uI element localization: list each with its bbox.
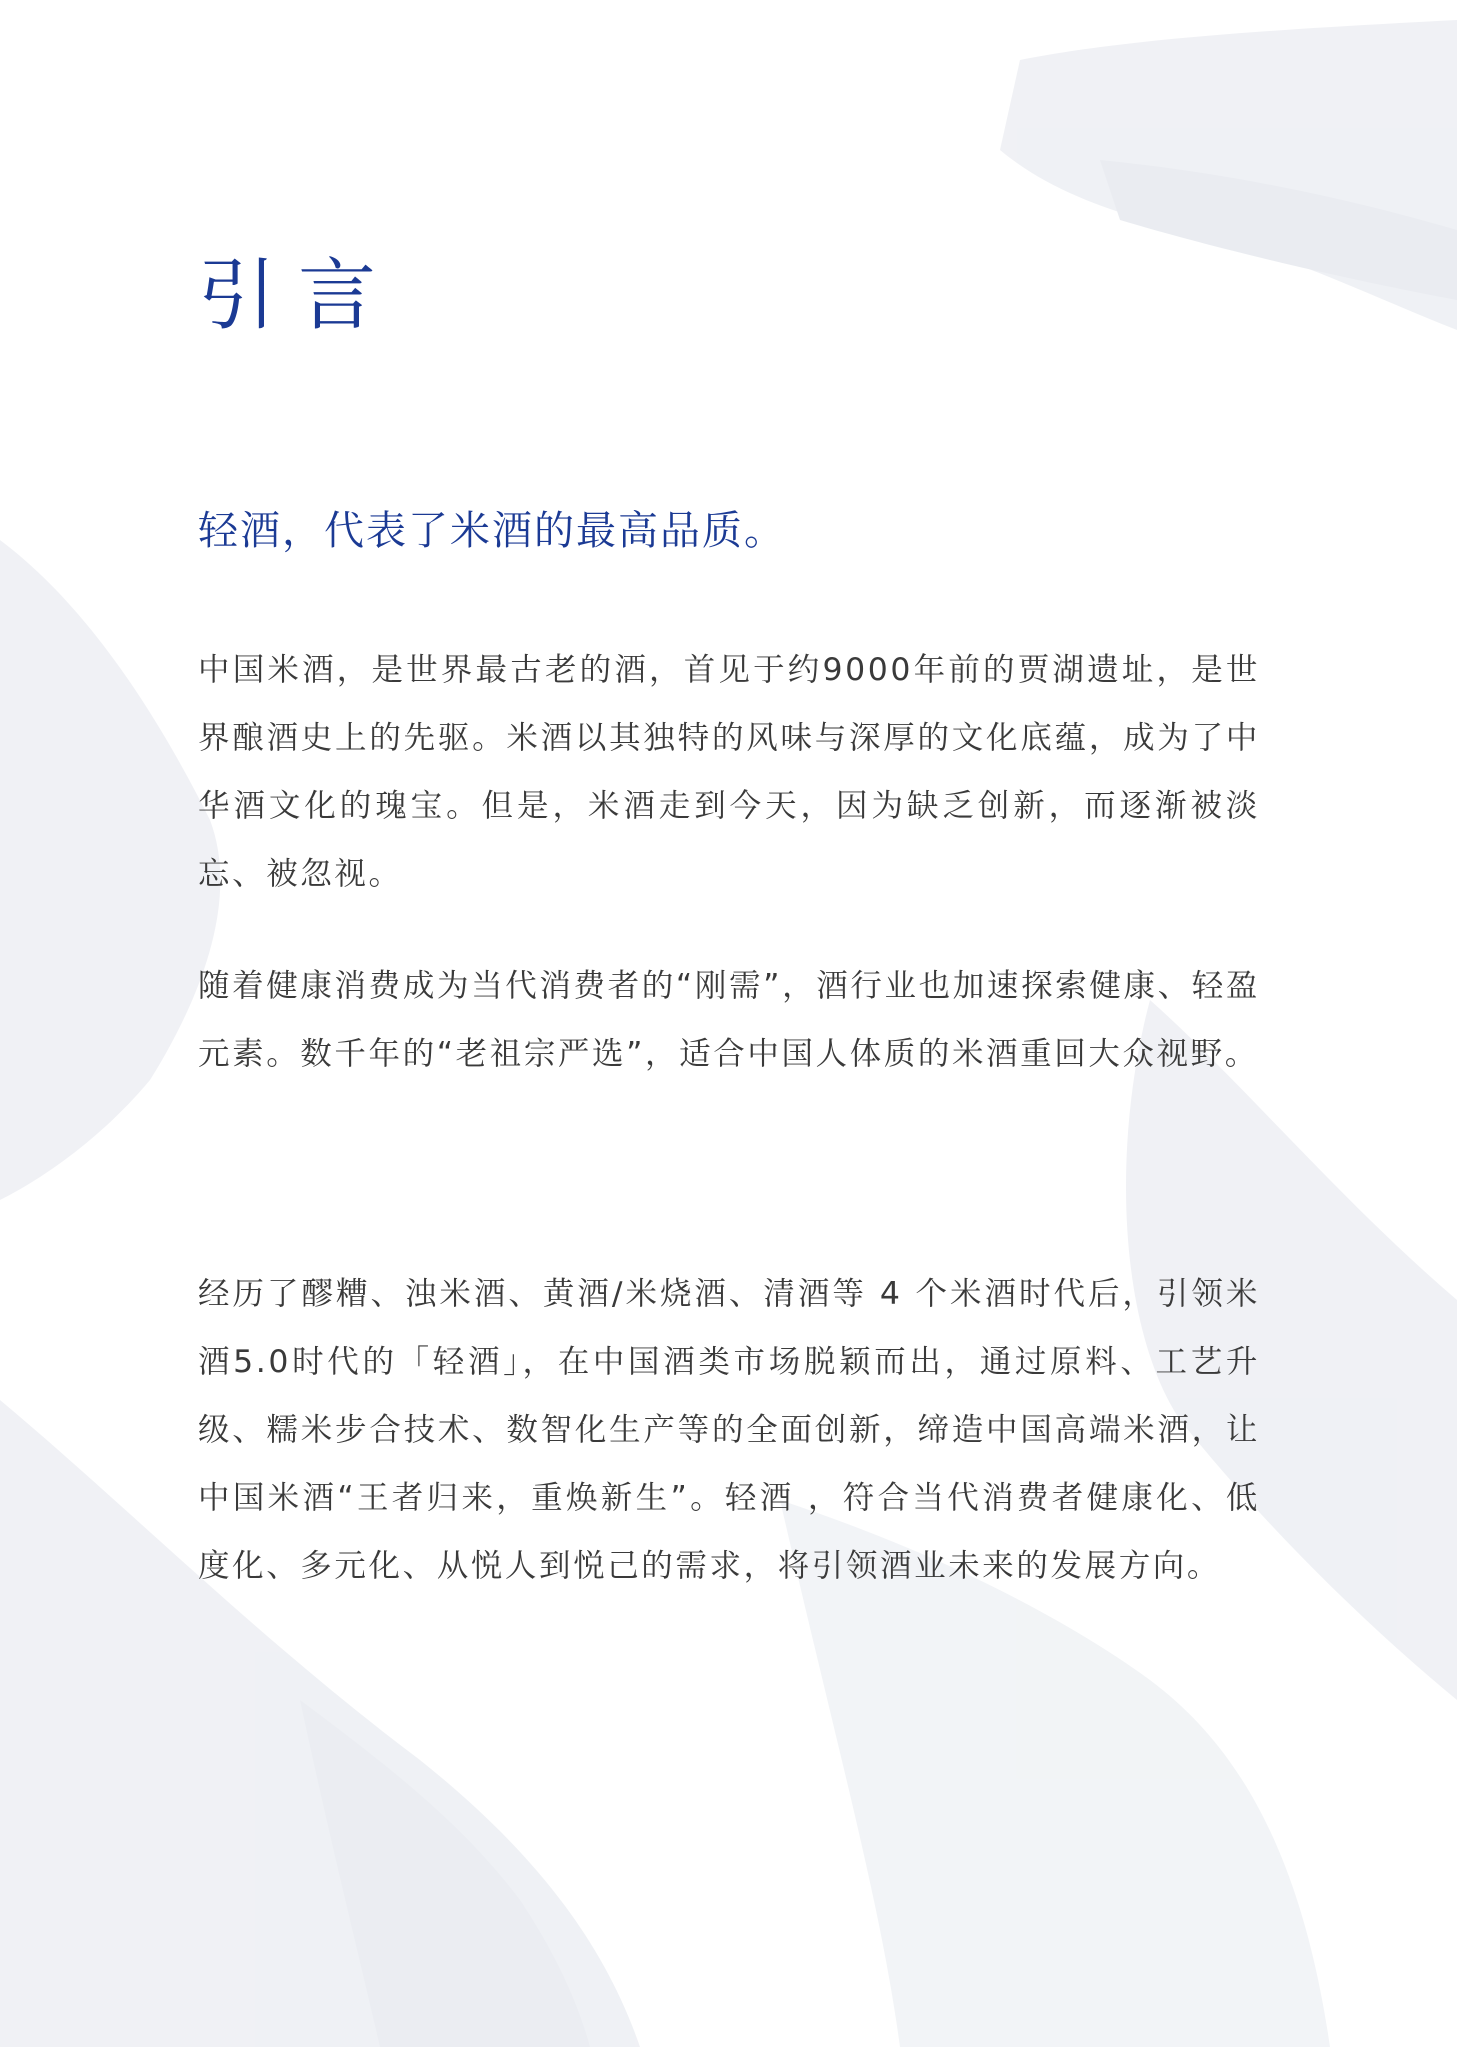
paragraph-history: 中国米酒，是世界最古老的酒，首见于约9000年前的贾湖遗址，是世界酿酒史上的先驱。米酒以其独特的风味与深厚的文化底蕴，成为了中华酒文化的瑰宝。但是，米酒走到今天，因为缺乏创新，而逐渐被淡忘、被忽视。 (198, 652, 1260, 892)
page-title: 引言 (198, 251, 399, 341)
paragraph-light-wine-era: 经历了醪糟、浊米酒、黄酒/米烧酒、清酒等 4 个米酒时代后，引领米酒5.0时代的「轻酒」，在中国酒类市场脱颖而出，通过原料、工艺升级、糯米步合技术、数智化生产等的全面创新，缔造中国高端米酒，让中国米酒“王者归来，重焕新生”。轻酒 ，符合当代消费者健康化、低度化、多元化、从悦人到悦己的需求，将引领酒业未来的发展方向。 (198, 1276, 1260, 1584)
paragraph-health-trend: 随着健康消费成为当代消费者的“刚需”，酒行业也加速探索健康、轻盈元素。数千年的“老祖宗严选”，适合中国人体质的米酒重回大众视野。 (198, 968, 1260, 1072)
section-subtitle: 轻酒，代表了米酒的最高品质。 (198, 508, 786, 554)
